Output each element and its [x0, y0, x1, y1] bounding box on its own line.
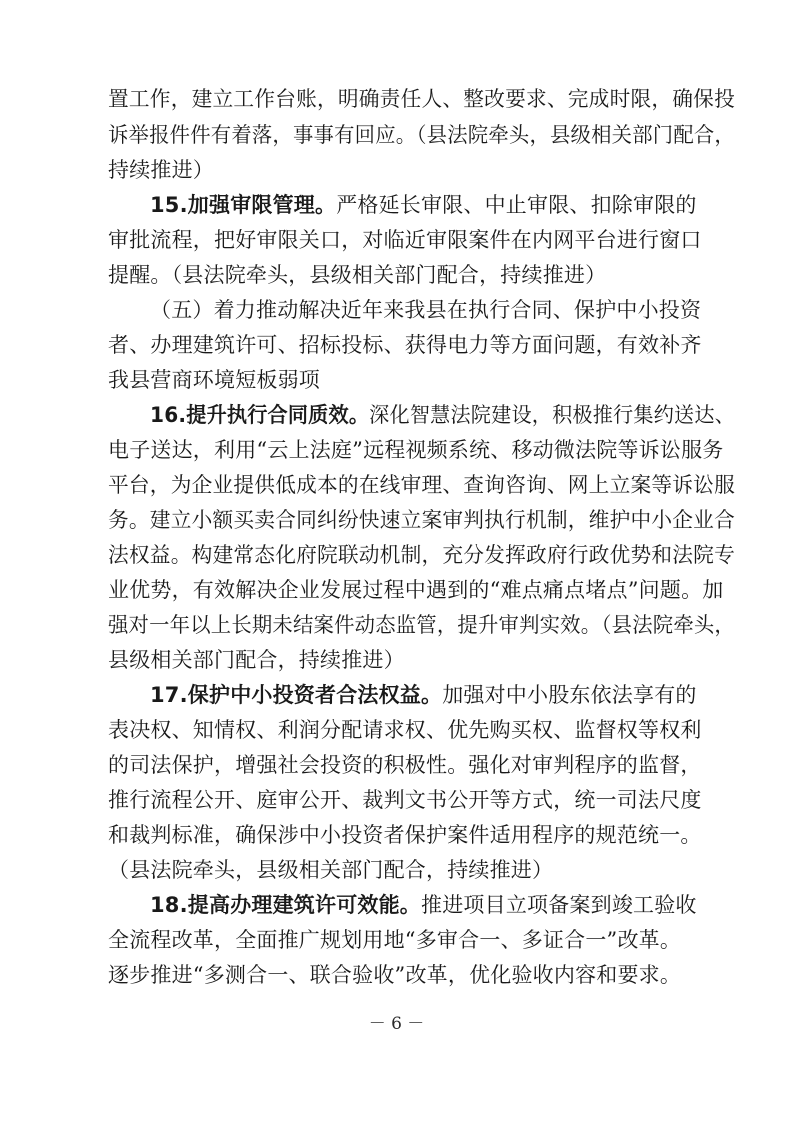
subsection-heading-5: （五）着力推动解决近年来我县在执行合同、保护中小投资 [150, 298, 702, 322]
body-line: 推行流程公开、庭审公开、裁判文书公开等方式，统一司法尺度 [108, 788, 702, 812]
item-title: 15.加强审限管理。 [150, 193, 337, 217]
page-number: － 6 － [368, 1014, 425, 1034]
item-title: 16.提升执行合同质效。 [150, 403, 370, 427]
body-line: 电子送达，利用“云上法庭”远程视频系统、移动微法院等诉讼服务 [108, 438, 724, 462]
body-line: 提醒。（县法院牵头，县级相关部门配合，持续推进） [108, 263, 607, 287]
body-line: 县级相关部门配合，持续推进） [108, 648, 405, 672]
section-heading-16: 16.提升执行合同质效。深化智慧法院建设，积极推行集约送达、 [150, 403, 736, 427]
section-heading-17: 17.保护中小投资者合法权益。加强对中小股东依法享有的 [150, 683, 697, 707]
body-line: 逐步推进“多测合一、联合验收”改革，优化验收内容和要求。 [108, 963, 682, 987]
body-line: 平台，为企业提供低成本的在线审理、查询咨询、网上立案等诉讼服 [108, 473, 735, 497]
body-line: 业优势，有效解决企业发展过程中遇到的“难点痛点堵点”问题。加 [108, 578, 724, 602]
body-line: 和裁判标准，确保涉中小投资者保护案件适用程序的规范统一。 [108, 823, 702, 847]
body-line: 置工作，建立工作台账，明确责任人、整改要求、完成时限，确保投 [108, 87, 735, 111]
body-line: 诉举报件件有着落，事事有回应。（县法院牵头，县级相关部门配合， [108, 123, 735, 147]
body-line: 表决权、知情权、利润分配请求权、优先购买权、监督权等权利 [108, 718, 702, 742]
body-line: 持续推进） [108, 158, 214, 182]
body-line: 的司法保护，增强社会投资的积极性。强化对审判程序的监督， [108, 753, 702, 777]
body-line: 务。建立小额买卖合同纠纷快速立案审判执行机制，维护中小企业合 [108, 508, 735, 532]
body-line: 者、办理建筑许可、招标投标、获得电力等方面问题，有效补齐 [108, 333, 702, 357]
body-line: 法权益。构建常态化府院联动机制，充分发挥政府行政优势和法院专 [108, 543, 735, 567]
item-title: 17.保护中小投资者合法权益。 [150, 683, 443, 707]
body-line: （县法院牵头，县级相关部门配合，持续推进） [108, 858, 554, 882]
body-line: 强对一年以上长期未结案件动态监管，提升审判实效。（县法院牵头， [108, 613, 735, 637]
section-heading-15: 15.加强审限管理。严格延长审限、中止审限、扣除审限的 [150, 193, 697, 217]
body-line: 审批流程，把好审限关口，对临近审限案件在内网平台进行窗口 [108, 228, 702, 252]
body-line: 我县营商环境短板弱项 [108, 368, 320, 392]
section-heading-18: 18.提高办理建筑许可效能。推进项目立项备案到竣工验收 [150, 893, 697, 917]
item-title: 18.提高办理建筑许可效能。 [150, 893, 422, 917]
body-line: 全流程改革，全面推广规划用地“多审合一、多证合一”改革。 [108, 928, 682, 952]
